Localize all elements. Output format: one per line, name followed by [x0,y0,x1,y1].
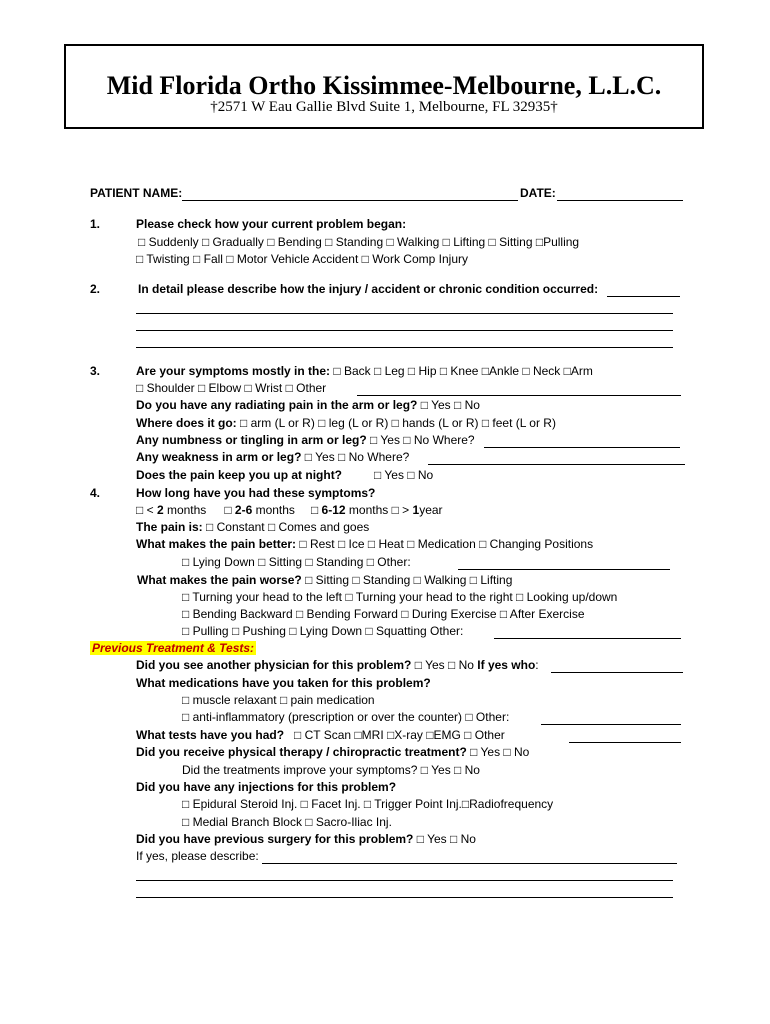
duration-opt-d-unit: year [419,503,443,517]
night-pain-row [136,468,433,483]
duration-opt-c-unit: months □ > [345,503,413,517]
pain-worse-options[interactable]: □ Sitting □ Standing □ Walking □ Lifting [305,573,513,587]
injections-options[interactable]: □ Epidural Steroid Inj. □ Facet Inj. □ Trigger Point Inj.□Radiofrequency [182,797,554,811]
weakness-row [136,450,409,465]
numbness-where-field[interactable] [484,447,680,448]
where-question: Where does it go: [136,416,237,430]
injury-description-line-0[interactable] [607,296,680,297]
duration-question: How long have you had these symptoms? [136,486,376,500]
surgery-describe-line-2[interactable] [136,880,673,881]
numbness-question: Any numbness or tingling in arm or leg? [136,433,367,447]
pain-better-options-2[interactable]: □ Lying Down □ Sitting □ Standing □ Other: [182,555,411,569]
physician-who-field[interactable] [551,672,683,673]
pain-better-row [136,537,593,552]
pain-better-other-field[interactable] [458,569,670,570]
symptoms-other-field[interactable] [357,395,681,396]
physician-ifyes: If yes who [477,658,536,672]
therapy-question: Did you receive physical therapy / chiropractic treatment? [136,745,467,759]
treatment-improve-question[interactable]: Did the treatments improve your symptoms? □ Yes □ No [182,763,480,777]
duration-opt-d-num: 1 [412,503,420,517]
patient-name-label: PATIENT NAME: [90,186,183,200]
question-1-text: Please check how your current problem began: [136,217,407,231]
surgery-row [136,832,476,847]
letterhead-box [64,44,704,129]
surgery-describe-label: If yes, please describe: [136,849,259,863]
problem-onset-options[interactable]: □ Suddenly □ Gradually □ Bending □ Standing □ Walking □ Lifting □ Sitting □Pulling [138,235,580,249]
pain-worse-row [137,573,512,588]
symptoms-location-row [136,364,593,379]
pain-type-row [136,520,369,535]
weakness-question: Any weakness in arm or leg? [136,450,302,464]
duration-opt-c-box[interactable]: □ [310,503,322,517]
date-field[interactable] [557,200,683,201]
patient-name-field[interactable] [182,200,518,201]
physician-row [136,658,539,673]
pain-worse-other-field[interactable] [494,638,681,639]
tests-question: What tests have you had? [136,728,285,742]
injections-question: Did you have any injections for this problem? [136,780,397,794]
duration-opt-c-num: 6-12 [321,503,346,517]
night-pain-question: Does the pain keep you up at night? [136,468,343,482]
symptoms-question: Are your symptoms mostly in the: [136,364,331,378]
question-2-text: In detail please describe how the injury / accident or chronic condition occurred: [138,282,599,296]
tests-row [136,728,505,743]
surgery-describe-line-1[interactable] [262,863,677,864]
problem-onset-options-2[interactable]: □ Twisting □ Fall □ Motor Vehicle Accident □ Work Comp Injury [136,252,468,266]
radiating-options[interactable]: □ Yes □ No [420,398,480,412]
surgery-question: Did you have previous surgery for this problem? [136,832,414,846]
injury-description-line-2[interactable] [136,330,673,331]
date-label: DATE: [520,186,556,200]
previous-treatment-heading: Previous Treatment & Tests: [92,641,255,655]
previous-treatment-heading-wrap [90,641,256,656]
radiating-question: Do you have any radiating pain in the arm or leg? [136,398,418,412]
medications-question: What medications have you taken for this problem? [136,676,431,690]
pain-worse-options-4[interactable]: □ Pulling □ Pushing □ Lying Down □ Squatting Other: [182,624,464,638]
medications-other-field[interactable] [541,724,681,725]
duration-opt-b-box[interactable]: □ [224,503,235,517]
symptoms-options-2[interactable]: □ Shoulder □ Elbow □ Wrist □ Other [136,381,327,395]
tests-other-field[interactable] [569,742,681,743]
duration-opt-a-unit: months [163,503,207,517]
therapy-options[interactable]: □ Yes □ No [470,745,530,759]
duration-opt-a-num: 2 [156,503,164,517]
injections-options-2[interactable]: □ Medial Branch Block □ Sacro-Iliac Inj. [182,815,392,829]
tests-options[interactable]: □ CT Scan □MRI □X-ray □EMG □ Other [294,728,505,742]
where-pain-row [136,416,556,431]
medications-options[interactable]: □ muscle relaxant □ pain medication [182,693,375,707]
question-3-number: 3. [90,364,101,378]
question-4-number: 4. [90,486,101,500]
numbness-options[interactable]: □ Yes □ No Where? [370,433,475,447]
practice-address: †2571 W Eau Gallie Blvd Suite 1, Melbourne, FL 32935† [210,99,558,115]
medications-options-2[interactable]: □ anti-inflammatory (prescription or over the counter) □ Other: [182,710,510,724]
pain-worse-options-3[interactable]: □ Bending Backward □ Bending Forward □ During Exercise □ After Exercise [182,607,585,621]
physician-colon: : [535,658,539,672]
question-2-number: 2. [90,282,101,296]
duration-options[interactable] [136,503,443,518]
night-pain-options[interactable]: □ Yes □ No [374,468,434,482]
practice-name: Mid Florida Ortho Kissimmee-Melbourne, L.L.C. [106,71,662,100]
question-1-number: 1. [90,217,101,231]
numbness-row [136,433,475,448]
weakness-options[interactable]: □ Yes □ No Where? [304,450,410,464]
therapy-row [136,745,529,760]
physician-question: Did you see another physician for this problem? [136,658,412,672]
physician-options[interactable]: □ Yes □ No [414,658,474,672]
surgery-describe-line-3[interactable] [136,897,673,898]
surgery-options[interactable]: □ Yes □ No [416,832,476,846]
radiating-pain-row [136,398,480,413]
pain-worse-options-2[interactable]: □ Turning your head to the left □ Turning your head to the right □ Looking up/down [182,590,618,604]
injury-description-line-3[interactable] [136,347,673,348]
pain-better-options[interactable]: □ Rest □ Ice □ Heat □ Medication □ Changing Positions [299,537,594,551]
pain-is-label: The pain is: [136,520,203,534]
duration-opt-a-box[interactable]: □ < [136,503,157,517]
pain-worse-label: What makes the pain worse? [137,573,302,587]
pain-is-options[interactable]: □ Constant □ Comes and goes [206,520,370,534]
pain-better-label: What makes the pain better: [136,537,297,551]
duration-opt-b-unit: months [252,503,295,517]
injury-description-line-1[interactable] [136,313,673,314]
duration-opt-b-num: 2-6 [234,503,253,517]
weakness-where-field[interactable] [428,464,685,465]
where-options[interactable]: □ arm (L or R) □ leg (L or R) □ hands (L or R) □ feet (L or R) [240,416,556,430]
symptoms-options[interactable]: □ Back □ Leg □ Hip □ Knee □Ankle □ Neck □Arm [333,364,593,378]
